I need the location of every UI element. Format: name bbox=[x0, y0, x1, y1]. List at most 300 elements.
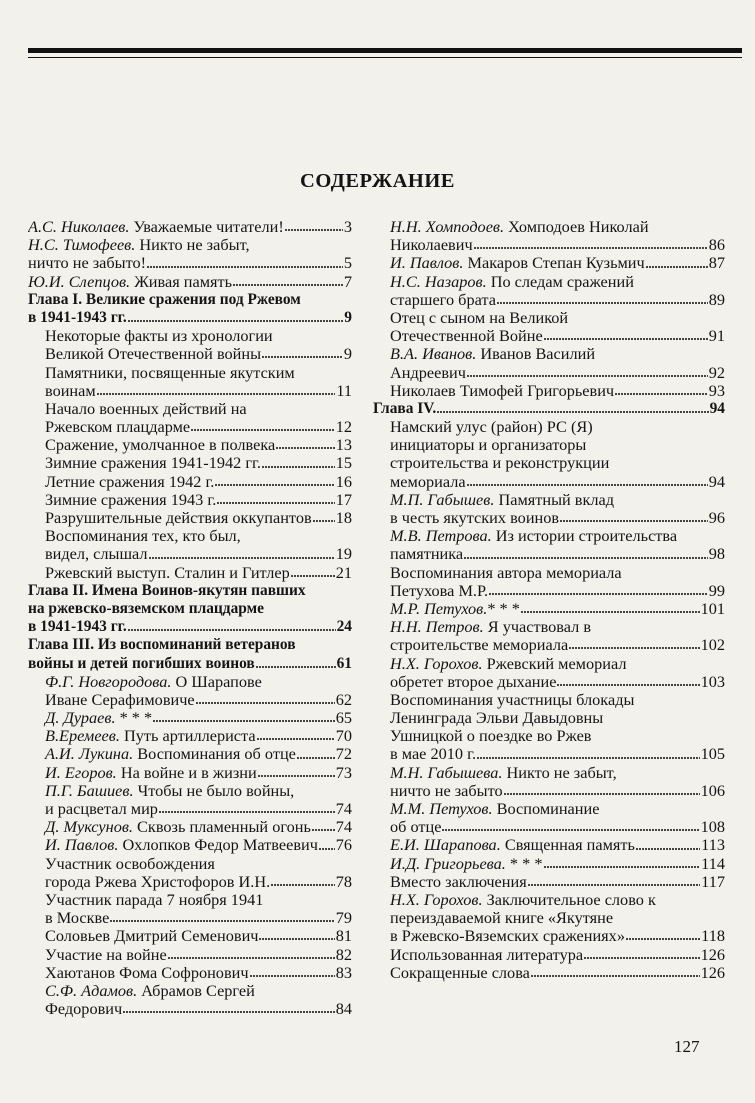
toc-entry-page-number: 3 bbox=[343, 218, 352, 236]
toc-entry-page-number: 113 bbox=[701, 836, 725, 855]
toc-entry-page-number: 73 bbox=[335, 763, 352, 782]
toc-entry-line bbox=[28, 764, 352, 782]
toc-entry-line bbox=[373, 673, 725, 691]
toc-entry-line bbox=[28, 982, 352, 1000]
toc-entry-line bbox=[373, 545, 725, 563]
toc-entry-page-number: 82 bbox=[335, 945, 352, 964]
toc-entry-line bbox=[373, 345, 725, 363]
toc-entry-title: обретет второе дыхание bbox=[390, 672, 557, 691]
toc-dot-leader bbox=[319, 837, 335, 851]
toc-entry-line bbox=[28, 327, 352, 345]
toc-entry-line bbox=[28, 927, 352, 945]
toc-entry-line bbox=[28, 709, 352, 727]
toc-entry-page-number: 106 bbox=[700, 781, 725, 800]
toc-entry-title: Глава I. Великие сражения под Ржевом bbox=[28, 290, 301, 308]
toc-dot-leader bbox=[159, 800, 335, 814]
toc-entry-page-number: 12 bbox=[335, 418, 352, 437]
toc-entry-page-number: 94 bbox=[708, 472, 725, 491]
toc-entry-line bbox=[28, 418, 352, 436]
toc-entry-line bbox=[28, 254, 352, 272]
toc-entry-line bbox=[373, 782, 725, 800]
toc-entry-line bbox=[373, 927, 725, 945]
toc-entry-title: Начало военных действий на bbox=[45, 399, 247, 418]
toc-entry-line bbox=[28, 436, 352, 454]
toc-entry-title: Глава III. Из воспоминаний ветеранов bbox=[28, 636, 296, 654]
toc-entry-line bbox=[28, 218, 352, 236]
toc-entry-title: Сквозь пламенный огонь bbox=[132, 818, 311, 837]
toc-entry-line bbox=[28, 527, 352, 545]
toc-entry-page-number: 94 bbox=[709, 399, 725, 417]
toc-dot-leader bbox=[217, 491, 334, 505]
toc-entry-author: В.Еремеев. bbox=[45, 727, 120, 746]
toc-entry-title: Соловьев Дмитрий Семенович bbox=[45, 927, 259, 946]
toc-dot-leader bbox=[149, 546, 335, 560]
toc-entry-author: Н.С. Назаров. bbox=[390, 272, 487, 291]
toc-entry-title: Памятники, посвященные якутским bbox=[45, 363, 295, 382]
toc-entry-line bbox=[28, 509, 352, 527]
toc-entry-page-number: 7 bbox=[343, 272, 352, 291]
toc-entry-title: Петухова М.Р. bbox=[390, 581, 489, 600]
toc-entry-line bbox=[28, 800, 352, 818]
toc-entry-page-number: 74 bbox=[335, 818, 352, 837]
toc-entry-title: Воспоминания автора мемориала bbox=[390, 563, 622, 582]
toc-dot-leader bbox=[250, 964, 335, 978]
toc-entry-title: города Ржева Христофоров И.Н. bbox=[45, 872, 271, 891]
toc-dot-leader bbox=[544, 855, 701, 869]
toc-entry-author: М.М. Петухов. bbox=[390, 800, 493, 818]
toc-entry-title: О Шарапове bbox=[171, 672, 262, 691]
toc-entry-line bbox=[28, 727, 352, 745]
toc-entry-author: Н.Н. Петров. bbox=[390, 618, 484, 637]
toc-entry-title: переиздаваемой книге «Якутяне bbox=[390, 909, 614, 928]
toc-entry-line bbox=[373, 600, 725, 618]
toc-entry-title: Иване Серафимовиче bbox=[45, 690, 195, 709]
toc-entry-line bbox=[28, 636, 352, 654]
toc-entry-line bbox=[373, 218, 725, 236]
toc-entry-title: в Ржевско-Вяземских сражениях» bbox=[390, 927, 625, 946]
toc-entry-line bbox=[28, 491, 352, 509]
toc-entry-page-number: 103 bbox=[700, 672, 725, 691]
toc-entry-page-number: 102 bbox=[700, 636, 725, 655]
toc-entry-title: Андреевич bbox=[390, 363, 466, 382]
toc-dot-leader bbox=[557, 673, 699, 687]
toc-entry-line bbox=[28, 964, 352, 982]
toc-dot-leader bbox=[467, 473, 708, 487]
toc-entry-title: Никто не забыт, bbox=[135, 236, 250, 255]
toc-entry-line bbox=[28, 618, 352, 636]
toc-dot-leader bbox=[123, 1000, 335, 1014]
toc-entry-page-number: 9 bbox=[343, 345, 352, 364]
toc-entry-line bbox=[28, 564, 352, 582]
toc-entry-author: И.Д. Григорьева. bbox=[390, 854, 506, 873]
toc-dot-leader bbox=[191, 418, 335, 432]
toc-entry-line bbox=[373, 582, 725, 600]
toc-entry-title: Ржевский мемориал bbox=[482, 654, 627, 673]
toc-entry-line bbox=[373, 509, 725, 527]
toc-entry-line bbox=[28, 855, 352, 873]
toc-entry-line bbox=[373, 436, 725, 454]
toc-dot-leader bbox=[262, 345, 343, 359]
toc-entry-title: Намский улус (район) РС (Я) bbox=[390, 418, 593, 437]
toc-entry-title: строительства и реконструкции bbox=[390, 454, 610, 473]
toc-entry-page-number: 118 bbox=[701, 927, 725, 946]
toc-entry-title: Николаев Тимофей Григорьевич bbox=[390, 381, 615, 400]
toc-entry-line bbox=[373, 946, 725, 964]
toc-entry-title: и расцветал мир bbox=[45, 800, 158, 818]
toc-dot-leader bbox=[312, 818, 335, 832]
toc-dot-leader bbox=[437, 400, 708, 413]
toc-entry-line bbox=[373, 382, 725, 400]
toc-entry-title: Воспоминания об отце bbox=[133, 745, 296, 764]
toc-entry-line bbox=[28, 309, 352, 327]
toc-dot-leader bbox=[196, 691, 335, 705]
toc-dot-leader bbox=[467, 364, 708, 378]
toc-entry-line bbox=[28, 582, 352, 600]
toc-entry-page-number: 99 bbox=[708, 581, 725, 600]
toc-dot-leader bbox=[285, 218, 343, 232]
toc-entry-title: Живая память bbox=[130, 272, 233, 291]
toc-entry-title: Зимние сражения 1941-1942 гг. bbox=[45, 454, 261, 473]
toc-entry-line bbox=[28, 1000, 352, 1018]
page-title: СОДЕРЖАНИЕ bbox=[300, 170, 455, 192]
toc-dot-leader bbox=[276, 436, 334, 450]
toc-dot-leader bbox=[153, 709, 335, 723]
toc-dot-leader bbox=[297, 746, 335, 760]
toc-entry-line bbox=[373, 454, 725, 472]
toc-entry-title: Я участвовал в bbox=[483, 618, 592, 637]
toc-entry-page-number: 5 bbox=[343, 254, 352, 273]
toc-entry-line bbox=[373, 745, 725, 763]
toc-entry-author: В.А. Иванов. bbox=[390, 345, 477, 364]
toc-entry-title: Использованная литература bbox=[390, 945, 584, 964]
toc-dot-leader bbox=[256, 655, 336, 668]
toc-entry-line bbox=[373, 709, 725, 727]
toc-entry-title: войны и детей погибших воинов bbox=[28, 654, 255, 672]
toc-entry-title: видел, слышал bbox=[45, 545, 148, 564]
toc-entry-title: Хомподоев Николай bbox=[504, 218, 649, 236]
page-number: 127 bbox=[674, 1037, 700, 1056]
toc-entry-line bbox=[28, 691, 352, 709]
toc-entry-author: Е.И. Шарапова. bbox=[390, 836, 501, 855]
toc-entry-page-number: 83 bbox=[335, 963, 352, 982]
toc-entry-line bbox=[373, 618, 725, 636]
toc-entry-page-number: 19 bbox=[335, 545, 352, 564]
toc-entry-page-number: 86 bbox=[708, 236, 725, 255]
toc-entry-line bbox=[28, 873, 352, 891]
toc-entry-title: воинам bbox=[45, 381, 96, 400]
toc-entry-title: Вместо заключения bbox=[390, 872, 527, 891]
toc-entry-page-number: 72 bbox=[335, 745, 352, 764]
toc-entry-title: Путь артиллериста bbox=[119, 727, 256, 746]
toc-entry-page-number: 74 bbox=[335, 800, 352, 818]
toc-entry-title: Воспоминания тех, кто был, bbox=[45, 527, 241, 546]
toc-entry-line bbox=[28, 655, 352, 673]
toc-entry-line bbox=[373, 691, 725, 709]
toc-entry-title: На войне и в жизни bbox=[116, 763, 257, 782]
toc-entry-page-number: 91 bbox=[708, 327, 725, 346]
toc-entry-page-number: 62 bbox=[335, 690, 352, 709]
toc-entry-page-number: 126 bbox=[700, 945, 725, 964]
toc-dot-leader bbox=[313, 509, 335, 523]
toc-dot-leader bbox=[636, 837, 700, 851]
toc-entry-title: Ржевский выступ. Сталин и Гитлер bbox=[45, 563, 290, 582]
toc-entry-title: Великой Отечественной войны bbox=[45, 345, 262, 364]
toc-entry-title: Макаров Степан Кузьмич bbox=[463, 254, 645, 273]
toc-entry-line bbox=[28, 345, 352, 363]
toc-dot-leader bbox=[128, 618, 336, 631]
toc-dot-leader bbox=[97, 382, 336, 396]
toc-entry-page-number: 18 bbox=[335, 509, 352, 527]
toc-entry-line bbox=[373, 909, 725, 927]
toc-entry-author: М.В. Петрова. bbox=[390, 527, 492, 546]
toc-entry-title: ничто не забыто! bbox=[28, 254, 147, 273]
toc-entry-page-number: 81 bbox=[335, 927, 352, 946]
toc-entry-title: Воспоминание bbox=[492, 800, 600, 818]
toc-entry-title: ничто не забыто bbox=[390, 781, 503, 800]
toc-entry-line bbox=[28, 891, 352, 909]
toc-entry-title: Ушницкой о поездке во Ржев bbox=[390, 727, 592, 746]
toc-entry-page-number: 15 bbox=[335, 454, 352, 473]
toc-entry-line bbox=[373, 873, 725, 891]
toc-dot-leader bbox=[569, 636, 699, 650]
toc-entry-line bbox=[373, 527, 725, 545]
toc-entry-line bbox=[28, 364, 352, 382]
toc-entry-title: об отце bbox=[390, 818, 442, 837]
toc-entry-page-number: 114 bbox=[701, 854, 725, 873]
toc-entry-line bbox=[373, 273, 725, 291]
toc-dot-leader bbox=[626, 927, 700, 941]
toc-entry-line bbox=[373, 964, 725, 982]
toc-entry-page-number: 89 bbox=[708, 290, 725, 309]
toc-entry-title: Зимние сражения 1943 г. bbox=[45, 490, 217, 509]
toc-entry-title: в 1941-1943 гг. bbox=[28, 618, 127, 636]
toc-entry-page-number: 93 bbox=[708, 381, 725, 400]
toc-entry-line bbox=[373, 236, 725, 254]
toc-entry-line bbox=[28, 545, 352, 563]
toc-entry-title: в Москве bbox=[45, 909, 110, 928]
toc-entry-page-number: 76 bbox=[335, 836, 352, 855]
toc-dot-leader bbox=[271, 873, 335, 887]
toc-entry-author: А.С. Николаев. bbox=[28, 218, 130, 236]
toc-entry-line bbox=[373, 400, 725, 418]
toc-entry-line bbox=[373, 727, 725, 745]
toc-entry-line bbox=[28, 400, 352, 418]
toc-entry-line bbox=[28, 382, 352, 400]
toc-dot-leader bbox=[560, 509, 708, 523]
toc-entry-line bbox=[373, 655, 725, 673]
toc-entry-line bbox=[373, 418, 725, 436]
toc-entry-page-number: 24 bbox=[336, 618, 352, 636]
toc-entry-page-number: 17 bbox=[335, 490, 352, 509]
toc-entry-line bbox=[28, 909, 352, 927]
toc-entry-author: П.Г. Башиев. bbox=[45, 781, 134, 800]
toc-dot-leader bbox=[646, 255, 708, 269]
toc-entry-line bbox=[28, 454, 352, 472]
toc-dot-leader bbox=[233, 273, 343, 287]
toc-entry-page-number: 21 bbox=[335, 563, 352, 582]
toc-entry-line bbox=[373, 818, 725, 836]
toc-entry-title: Священная память bbox=[500, 836, 635, 855]
toc-entry-title: Участник парада 7 ноября 1941 bbox=[45, 890, 264, 909]
toc-dot-leader bbox=[497, 291, 708, 305]
toc-entry-author: М.Р. Петухов. bbox=[390, 599, 488, 618]
toc-entry-author: С.Ф. Адамов. bbox=[45, 981, 138, 1000]
toc-entry-title: Иванов Василий bbox=[476, 345, 596, 364]
toc-entry-title: Заключительное слово к bbox=[482, 890, 656, 909]
toc-dot-leader bbox=[257, 727, 335, 741]
toc-entry-line bbox=[373, 364, 725, 382]
toc-entry-title: По следам сражений bbox=[486, 272, 634, 291]
toc-entry-line bbox=[28, 600, 352, 618]
toc-entry-line bbox=[373, 491, 725, 509]
toc-entry-line bbox=[373, 636, 725, 654]
toc-entry-page-number: 11 bbox=[336, 381, 352, 400]
toc-entry-page-number: 84 bbox=[335, 1000, 352, 1019]
toc-dot-leader bbox=[291, 564, 335, 578]
toc-entry-title: Федорович bbox=[45, 1000, 123, 1019]
toc-entry-page-number: 92 bbox=[708, 363, 725, 382]
toc-dot-leader bbox=[128, 309, 344, 322]
toc-entry-title: Чтобы не было войны, bbox=[133, 781, 295, 800]
toc-entry-line bbox=[373, 291, 725, 309]
toc-entry-page-number: 16 bbox=[335, 472, 352, 491]
toc-entry-author: И. Павлов. bbox=[390, 254, 464, 273]
toc-entry-title: Охлопков Федор Матвеевич bbox=[118, 836, 318, 855]
toc-entry-page-number: 9 bbox=[344, 309, 352, 327]
toc-entry-line bbox=[28, 818, 352, 836]
toc-dot-leader bbox=[474, 236, 708, 250]
toc-entry-author: Н.Х. Горохов. bbox=[390, 654, 483, 673]
toc-entry-line bbox=[373, 327, 725, 345]
toc-dot-leader bbox=[262, 455, 335, 469]
toc-entry-page-number: 98 bbox=[708, 545, 725, 564]
toc-entry-line bbox=[373, 254, 725, 272]
toc-entry-title: в честь якутских воинов bbox=[390, 509, 560, 527]
toc-entry-line bbox=[28, 673, 352, 691]
toc-entry-line bbox=[373, 855, 725, 873]
toc-entry-title: * * * bbox=[487, 599, 520, 618]
toc-entry-title: в мае 2010 г. bbox=[390, 745, 477, 764]
toc-entry-title: строительстве мемориала bbox=[390, 636, 569, 655]
toc-entry-title: на ржевско-вяземском плацдарме bbox=[28, 599, 264, 617]
toc-entry-line bbox=[28, 273, 352, 291]
toc-dot-leader bbox=[464, 546, 708, 560]
toc-entry-author: А.И. Лукина. bbox=[45, 745, 134, 764]
toc-entry-page-number: 79 bbox=[335, 909, 352, 928]
toc-dot-leader bbox=[544, 327, 708, 341]
toc-dot-leader bbox=[259, 927, 334, 941]
toc-left-column bbox=[28, 218, 352, 1018]
toc-entry-title: Из истории строительства bbox=[491, 527, 678, 546]
toc-dot-leader bbox=[528, 873, 700, 887]
toc-entry-title: Некоторые факты из хронологии bbox=[45, 327, 273, 346]
toc-entry-title: старшего брата bbox=[390, 290, 496, 309]
toc-dot-leader bbox=[531, 964, 700, 978]
toc-entry-title: Сражение, умолчанное в полвека bbox=[45, 436, 276, 455]
toc-entry-title: мемориала bbox=[390, 472, 466, 491]
toc-entry-line bbox=[373, 764, 725, 782]
toc-dot-leader bbox=[258, 764, 335, 778]
toc-entry-page-number: 101 bbox=[700, 599, 725, 618]
toc-entry-title: Воспоминания участницы блокады bbox=[390, 690, 635, 709]
toc-entry-title: Участие на войне bbox=[45, 945, 167, 964]
toc-entry-title: Разрушительные действия оккупантов bbox=[45, 509, 312, 527]
toc-entry-line bbox=[373, 891, 725, 909]
toc-entry-author: И. Егоров. bbox=[45, 763, 117, 782]
toc-entry-title: Ленинграда Эльви Давыдовны bbox=[390, 709, 604, 728]
toc-dot-leader bbox=[442, 818, 699, 832]
toc-entry-page-number: 61 bbox=[336, 654, 352, 672]
toc-entry-line bbox=[28, 836, 352, 854]
toc-entry-page-number: 105 bbox=[700, 745, 725, 764]
toc-entry-title: Памятный вклад bbox=[494, 490, 615, 509]
toc-entry-author: И. Павлов. bbox=[45, 836, 119, 855]
toc-entry-author: Д. Дураев. bbox=[45, 709, 116, 728]
toc-entry-title: Хаютанов Фома Софронович bbox=[45, 963, 249, 982]
toc-dot-leader bbox=[504, 782, 700, 796]
toc-entry-title: Абрамов Сергей bbox=[137, 981, 255, 1000]
toc-entry-title: Никто не забыт, bbox=[502, 763, 617, 782]
toc-entry-line bbox=[373, 836, 725, 854]
toc-entry-title: Уважаемые читатели! bbox=[129, 218, 284, 236]
toc-entry-line bbox=[28, 236, 352, 254]
toc-entry-page-number: 78 bbox=[335, 872, 352, 891]
toc-entry-line bbox=[373, 309, 725, 327]
toc-entry-author: Н.Н. Хомподоев. bbox=[390, 218, 505, 236]
toc-dot-leader bbox=[615, 382, 708, 396]
toc-entry-title: * * * bbox=[115, 709, 153, 728]
toc-entry-author: Ю.И. Слепцов. bbox=[28, 272, 131, 291]
toc-entry-author: Ф.Г. Новгородова. bbox=[45, 672, 172, 691]
toc-entry-page-number: 117 bbox=[701, 872, 725, 891]
toc-entry-title: Глава II. Имена Воинов-якутян павших bbox=[28, 581, 306, 599]
toc-entry-title: Отечественной Войне bbox=[390, 327, 543, 346]
toc-entry-page-number: 70 bbox=[335, 727, 352, 746]
toc-entry-author: М.Н. Габышева. bbox=[390, 763, 503, 782]
toc-entry-page-number: 87 bbox=[708, 254, 725, 273]
toc-entry-line bbox=[28, 745, 352, 763]
toc-dot-leader bbox=[584, 946, 699, 960]
toc-entry-title: * * * bbox=[505, 854, 543, 873]
header-rule-thick bbox=[28, 48, 742, 53]
header-rule-thin bbox=[28, 57, 742, 58]
toc-entry-title: Летние сражения 1942 г. bbox=[45, 472, 215, 491]
toc-entry-title: Глава IV. bbox=[373, 399, 437, 417]
toc-entry-title: инициаторы и организаторы bbox=[390, 436, 587, 455]
toc-right-column bbox=[373, 218, 725, 982]
toc-dot-leader bbox=[489, 582, 708, 596]
toc-entry-title: в 1941-1943 гг. bbox=[28, 309, 127, 327]
toc-dot-leader bbox=[168, 946, 335, 960]
toc-entry-page-number: 13 bbox=[335, 436, 352, 455]
toc-entry-line bbox=[28, 946, 352, 964]
toc-entry-author: Н.Х. Горохов. bbox=[390, 890, 483, 909]
toc-entry-line bbox=[28, 291, 352, 309]
toc-entry-line bbox=[28, 473, 352, 491]
toc-entry-title: Отец с сыном на Великой bbox=[390, 308, 569, 327]
toc-dot-leader bbox=[477, 746, 700, 760]
toc-entry-line bbox=[373, 800, 725, 818]
toc-entry-title: Ржевском плацдарме bbox=[45, 418, 191, 437]
toc-entry-page-number: 65 bbox=[335, 709, 352, 728]
toc-dot-leader bbox=[521, 600, 700, 614]
toc-entry-title: Сокращенные слова bbox=[390, 963, 530, 982]
toc-entry-title: Участник освобождения bbox=[45, 854, 215, 873]
toc-entry-line bbox=[373, 564, 725, 582]
toc-entry-title: памятника bbox=[390, 545, 464, 564]
toc-entry-line bbox=[28, 782, 352, 800]
toc-entry-line bbox=[373, 473, 725, 491]
